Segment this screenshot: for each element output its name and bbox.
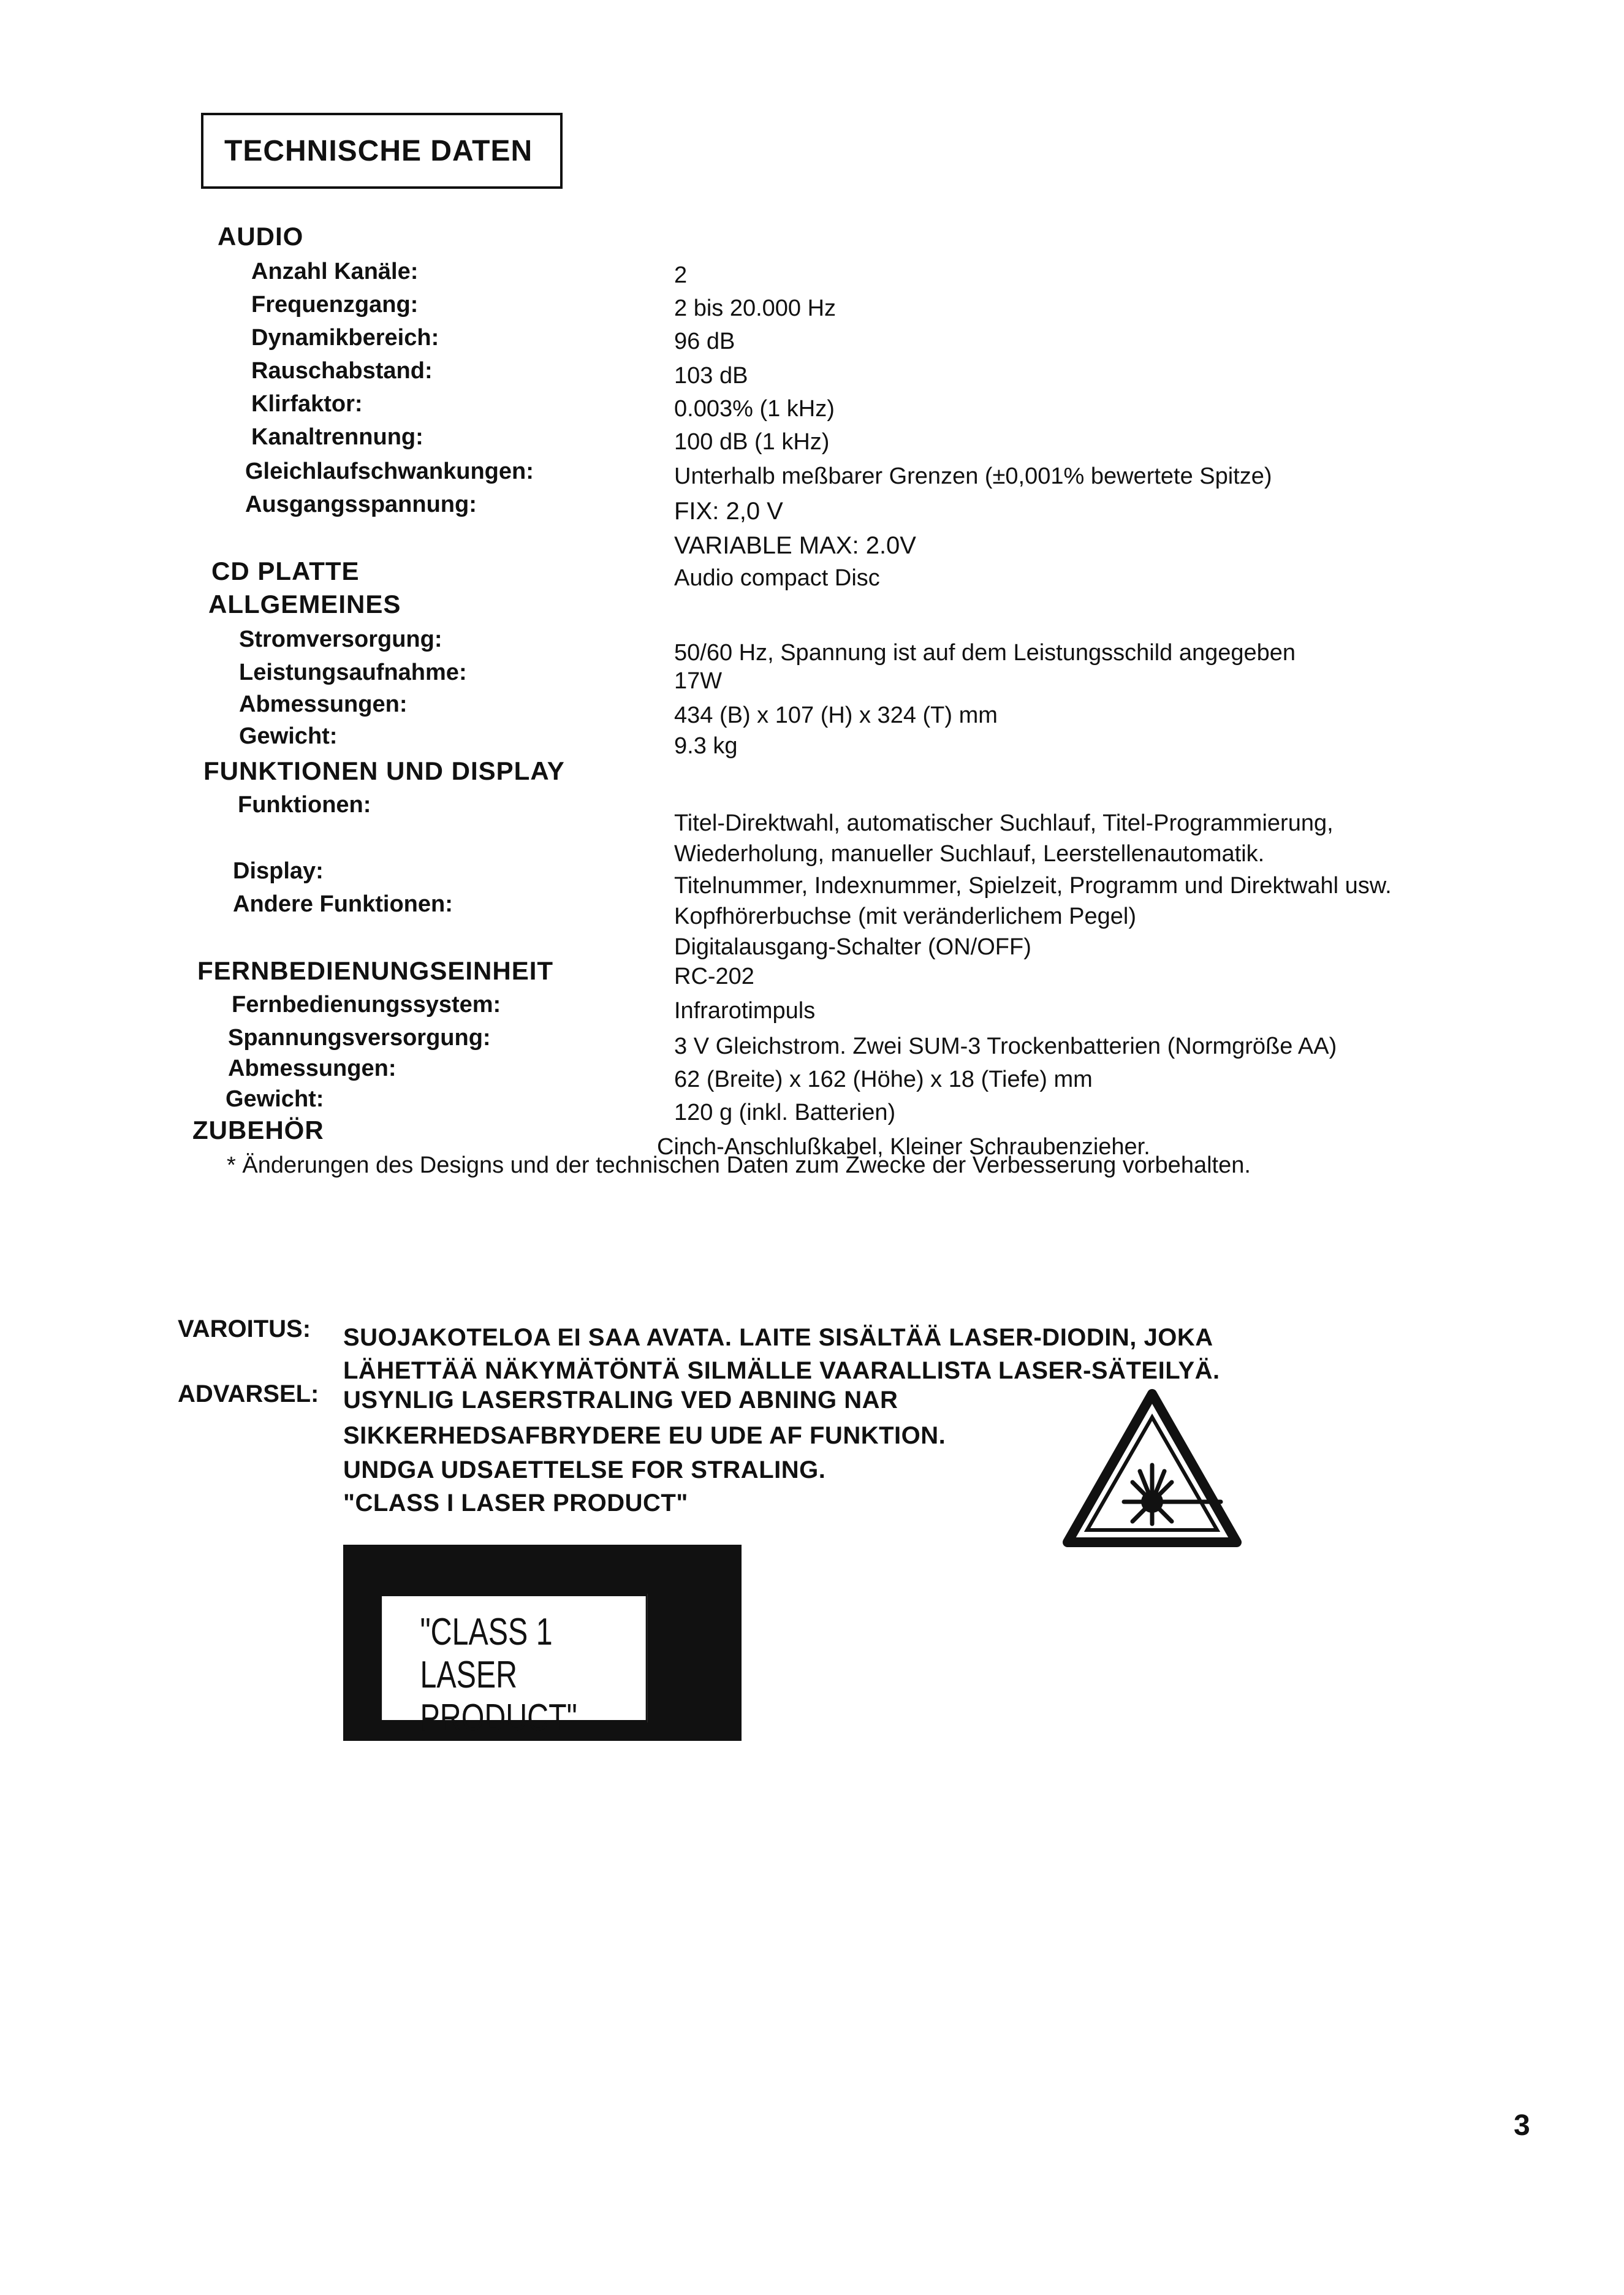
page-number: 3 — [1514, 2109, 1530, 2142]
spec-value: 100 dB (1 kHz) — [674, 429, 830, 455]
spec-label: Frequenzgang: — [251, 292, 419, 318]
accessories-heading: ZUBEHÖR — [192, 1116, 324, 1144]
spec-value: Audio compact Disc — [674, 565, 880, 591]
spec-value: 62 (Breite) x 162 (Höhe) x 18 (Tiefe) mm — [674, 1067, 1093, 1092]
spec-label: Anzahl Kanäle: — [251, 259, 419, 284]
spec-value: Kopfhörerbuchse (mit veränderlichem Pegel) — [674, 904, 1137, 929]
spec-value: 2 — [674, 262, 688, 288]
spec-label: Gewicht: — [226, 1086, 324, 1112]
spec-label: Gewicht: — [239, 723, 338, 749]
class-label-inner — [380, 1594, 648, 1739]
spec-label: Andere Funktionen: — [233, 891, 453, 917]
warning-text: LÄHETTÄÄ NÄKYMÄTÖNTÄ SILMÄLLE VAARALLISTA LASER-SÄTEILYÄ. — [343, 1357, 1220, 1384]
spec-label: Klirfaktor: — [251, 391, 363, 417]
warning-text: USYNLIG LASERSTRALING VED ABNING NAR — [343, 1387, 898, 1414]
laser-warning-icon — [1060, 1385, 1244, 1551]
spec-label: Gleichlaufschwankungen: — [245, 459, 534, 484]
spec-value: 50/60 Hz, Spannung ist auf dem Leistungsschild angegeben — [674, 640, 1296, 666]
spec-label: Funktionen: — [238, 792, 371, 818]
spec-value: 17W — [674, 668, 723, 694]
warning-text: SUOJAKOTELOA EI SAA AVATA. LAITE SISÄLTÄÄ LASER-DIODIN, JOKA — [343, 1324, 1213, 1351]
footnote: * Änderungen des Designs und der technischen Daten zum Zwecke der Verbesserung vorbehalten. — [227, 1152, 1251, 1178]
spec-value: 434 (B) x 107 (H) x 324 (T) mm — [674, 702, 998, 728]
spec-label: Leistungsaufnahme: — [239, 660, 467, 685]
spec-label: Kanaltrennung: — [251, 424, 423, 450]
spec-label: Display: — [233, 858, 324, 884]
spec-value: Infrarotimpuls — [674, 998, 816, 1024]
audio-heading: AUDIO — [218, 222, 304, 251]
spec-value: 9.3 kg — [674, 733, 738, 759]
cd-heading: CD PLATTE — [211, 557, 360, 585]
class-label-line: "CLASS 1 — [420, 1611, 553, 1653]
warning-label-varoitus: VAROITUS: — [178, 1315, 311, 1342]
spec-value: 103 dB — [674, 363, 748, 389]
spec-value: 0.003% (1 kHz) — [674, 396, 835, 422]
page-title: TECHNISCHE DATEN — [224, 134, 533, 167]
spec-value: FIX: 2,0 V — [674, 498, 783, 525]
spec-value: RC-202 — [674, 964, 754, 989]
section-title-box — [201, 113, 563, 189]
spec-value: 120 g (inkl. Batterien) — [674, 1100, 896, 1125]
warning-text: "CLASS I LASER PRODUCT" — [343, 1490, 688, 1517]
warning-label-advarsel: ADVARSEL: — [178, 1380, 319, 1407]
class-1-laser-label — [343, 1545, 742, 1741]
functions-heading: FUNKTIONEN UND DISPLAY — [203, 756, 565, 785]
general-heading: ALLGEMEINES — [208, 590, 401, 618]
class-label-line: LASER PRODUCT" — [420, 1654, 577, 1739]
spec-value: 3 V Gleichstrom. Zwei SUM-3 Trockenbatterien (Normgröße AA) — [674, 1033, 1337, 1059]
spec-label: Abmessungen: — [228, 1056, 397, 1081]
spec-value: Titel-Direktwahl, automatischer Suchlauf, Titel-Programmierung, — [674, 810, 1334, 836]
spec-value: 2 bis 20.000 Hz — [674, 295, 837, 321]
spec-value: Digitalausgang-Schalter (ON/OFF) — [674, 934, 1031, 960]
spec-label: Dynamikbereich: — [251, 325, 439, 351]
warning-text: SIKKERHEDSAFBRYDERE EU UDE AF FUNKTION. — [343, 1422, 946, 1449]
spec-label: Stromversorgung: — [239, 626, 442, 652]
remote-heading: FERNBEDIENUNGSEINHEIT — [197, 956, 554, 985]
warning-text: UNDGA UDSAETTELSE FOR STRALING. — [343, 1456, 826, 1483]
spec-value: Titelnummer, Indexnummer, Spielzeit, Programm und Direktwahl usw. — [674, 873, 1392, 899]
spec-label: Spannungsversorgung: — [228, 1025, 491, 1051]
spec-value: VARIABLE MAX: 2.0V — [674, 532, 916, 559]
spec-label: Fernbedienungssystem: — [232, 992, 501, 1018]
spec-value: Cinch-Anschlußkabel, Kleiner Schraubenzieher. — [657, 1134, 1150, 1160]
spec-value: Unterhalb meßbarer Grenzen (±0,001% bewertete Spitze) — [674, 463, 1272, 489]
spec-label: Rauschabstand: — [251, 358, 433, 384]
spec-value: 96 dB — [674, 329, 735, 354]
spec-label: Ausgangsspannung: — [245, 492, 477, 517]
spec-value: Wiederholung, manueller Suchlauf, Leerstellenautomatik. — [674, 841, 1265, 867]
spec-label: Abmessungen: — [239, 691, 408, 717]
